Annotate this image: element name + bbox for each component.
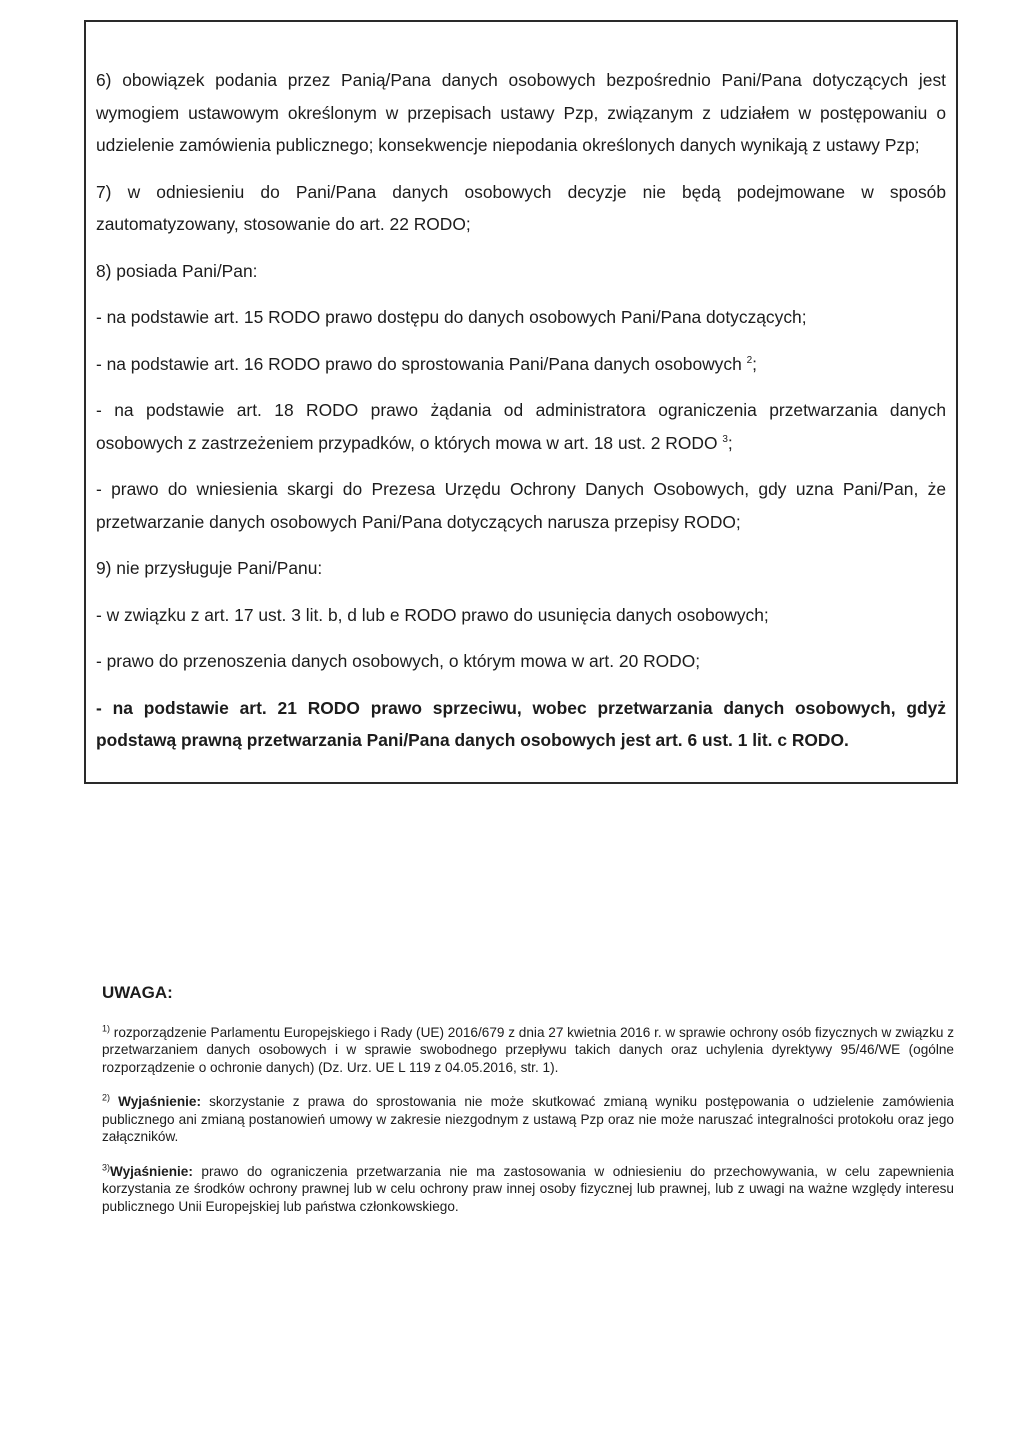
point-8-item-complaint: - prawo do wniesienia skargi do Prezesa Urzędu Ochrony Danych Osobowych, gdy uzna Pani/Pan, że przetwarzanie danych osobowych Pani/Pana dotyczących narusza przepisy RODO; [96,479,946,532]
footnote-ref-3: 3 [722,433,728,445]
footnote-3-label: Wyjaśnienie: [110,1163,193,1179]
footnote-3 [102,1163,954,1216]
footnote-3-text: prawo do ograniczenia przetwarzania nie ma zastosowania w odniesieniu do przechowywania, w celu zapewnienia korzystania ze środków ochrony prawnej lub w celu ochrony praw innej osoby fizycznej lub prawnej, lub z uwagi na ważne względy interesu publicznego Unii Europejskiej lub państwa członkowskiego. [102,1163,954,1214]
footnote-1-marker: 1) [102,1022,111,1033]
point-9: 9) nie przysługuje Pani/Panu: [96,558,323,578]
footnote-2 [102,1093,954,1146]
point-8-item-art16-end: ; [752,353,757,374]
footnote-2-label: Wyjaśnienie: [110,1094,201,1109]
footnote-3-marker: 3) [102,1161,111,1172]
information-clause-box [84,20,958,784]
notes-section [102,984,954,1232]
footnote-1 [102,1024,954,1077]
footnote-2-text: skorzystanie z prawa do sprostowania nie może skutkować zmianą wyniku postępowania o udzielenie zamówienia publicznego ani zmianą postanowień umowy w zakresie niezgodnym z ustawą Pzp oraz nie może naruszać integralności protokołu oraz jego załączników. [102,1094,954,1144]
point-8-item-art16-text: - na podstawie art. 16 RODO prawo do sprostowania Pani/Pana danych osobowych [96,353,747,374]
point-6: 6) obowiązek podania przez Panią/Pana danych osobowych bezpośrednio Pani/Pana dotyczących jest wymogiem ustawowym określonym w przepisach ustawy Pzp, związanym z udziałem w postępowaniu o udzielenie zamówienia publicznego; konsekwencje niepodania określonych danych wynikają z ustawy Pzp; [96,70,946,155]
point-9-item-art21: - na podstawie art. 21 RODO prawo sprzeciwu, wobec przetwarzania danych osobowych, gdyż podstawą prawną przetwarzania Pani/Pana danych osobowych jest art. 6 ust. 1 lit. c RODO. [96,697,946,750]
footnote-ref-2: 2 [746,354,753,366]
footnote-1-text: rozporządzenie Parlamentu Europejskiego i Rady (UE) 2016/679 z dnia 27 kwietnia 2016 r. w sprawie ochrony osób fizycznych w związku z przetwarzaniem danych osobowych i w sprawie swobodnego przepływu takich danych oraz uchylenia dyrektywy 95/46/WE (ogólne rozporządzenie o ochronie danych) (Dz. Urz. UE L 119 z 04.05.2016, str. 1). [102,1024,955,1075]
point-8-item-art16 [96,348,946,381]
point-8-item-art15: - na podstawie art. 15 RODO prawo dostępu do danych osobowych Pani/Pana dotyczących; [96,307,807,327]
point-8-item-art18 [96,394,946,459]
point-9-item-art17: - w związku z art. 17 ust. 3 lit. b, d lub e RODO prawo do usunięcia danych osobowych; [96,604,769,625]
point-9-item-art20: - prawo do przenoszenia danych osobowych, o którym mowa w art. 20 RODO; [96,651,701,671]
point-8: 8) posiada Pani/Pan: [96,260,258,281]
point-8-item-art18-text: - na podstawie art. 18 RODO prawo żądania od administratora ograniczenia przetwarzania danych osobowych z zastrzeżeniem przypadków, o których mowa w art. 18 ust. 2 RODO [96,400,946,453]
notes-heading: UWAGA: [102,983,173,1002]
point-8-item-art18-end: ; [727,432,733,453]
point-7: 7) w odniesieniu do Pani/Pana danych osobowych decyzje nie będą podejmowane w sposób zautomatyzowany, stosowanie do art. 22 RODO; [96,181,946,234]
footnote-2-marker: 2) [102,1092,111,1103]
